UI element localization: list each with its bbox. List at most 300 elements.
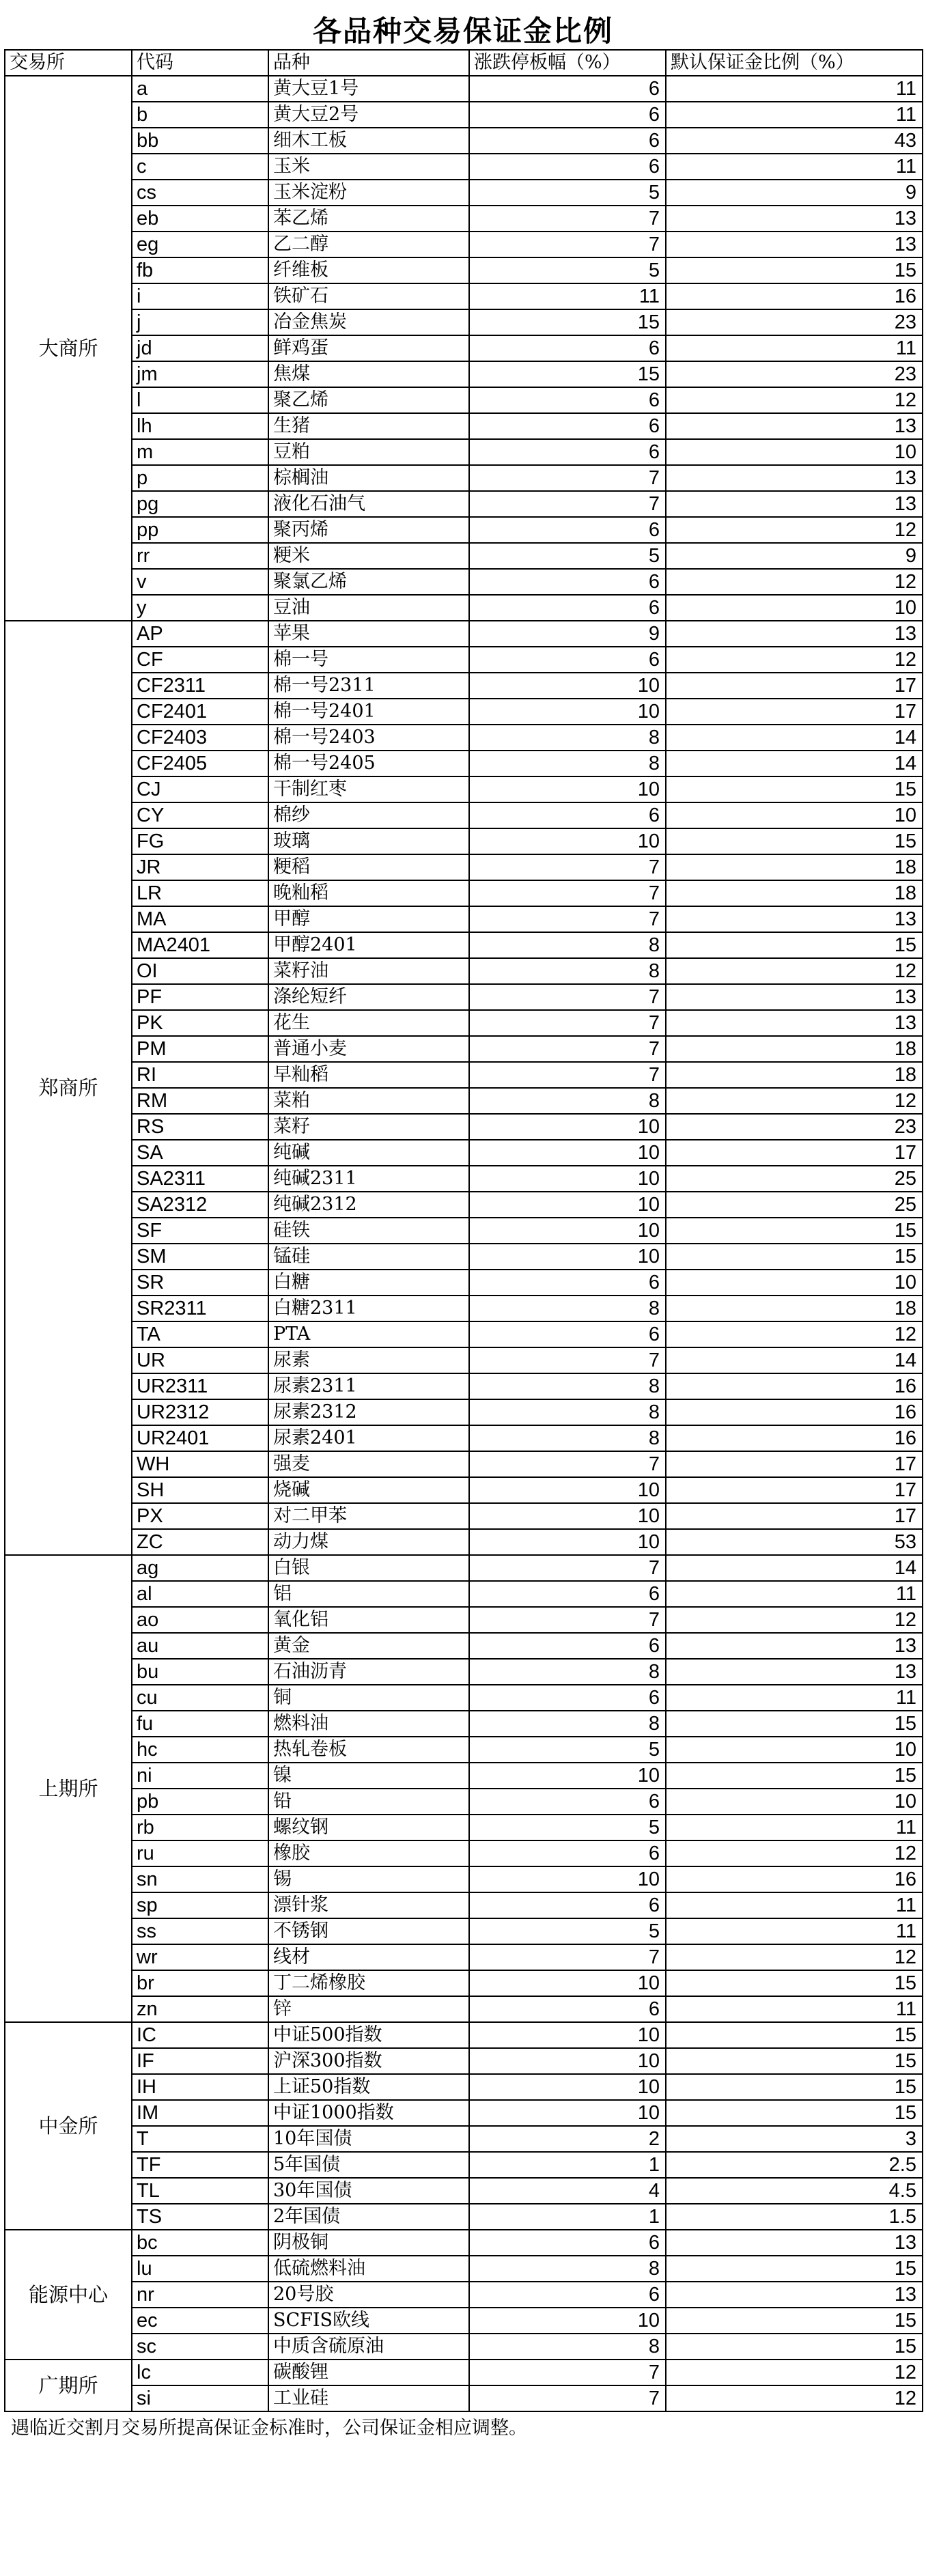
product-cell: 沪深300指数 bbox=[268, 2048, 469, 2074]
product-cell: 棉一号2311 bbox=[268, 673, 469, 699]
product-cell: 尿素 bbox=[268, 1347, 469, 1373]
margin-cell: 15 bbox=[666, 932, 923, 958]
limit-cell: 8 bbox=[469, 725, 666, 751]
product-cell: 棕榈油 bbox=[268, 465, 469, 491]
margin-cell: 11 bbox=[666, 1918, 923, 1944]
margin-cell: 4.5 bbox=[666, 2178, 923, 2204]
code-cell: p bbox=[132, 465, 268, 491]
limit-cell: 5 bbox=[469, 257, 666, 283]
code-cell: SA bbox=[132, 1140, 268, 1166]
margin-cell: 12 bbox=[666, 1944, 923, 1970]
table-row bbox=[5, 1347, 923, 1373]
code-cell: ru bbox=[132, 1840, 268, 1866]
product-cell: PTA bbox=[268, 1321, 469, 1347]
margin-cell: 12 bbox=[666, 569, 923, 595]
table-row bbox=[5, 828, 923, 854]
margin-cell: 15 bbox=[666, 1763, 923, 1789]
product-cell: 鲜鸡蛋 bbox=[268, 335, 469, 361]
limit-cell: 8 bbox=[469, 751, 666, 776]
code-cell: IF bbox=[132, 2048, 268, 2074]
header-margin: 默认保证金比例（%） bbox=[666, 50, 923, 76]
limit-cell: 6 bbox=[469, 1270, 666, 1296]
page-title: 各品种交易保证金比例 bbox=[312, 14, 613, 48]
table-row bbox=[5, 725, 923, 751]
code-cell: UR2401 bbox=[132, 1425, 268, 1451]
table-row bbox=[5, 361, 923, 387]
code-cell: jm bbox=[132, 361, 268, 387]
limit-cell: 6 bbox=[469, 1321, 666, 1347]
product-cell: 乙二醇 bbox=[268, 232, 469, 257]
table-row bbox=[5, 1918, 923, 1944]
code-cell: nr bbox=[132, 2282, 268, 2308]
margin-cell: 15 bbox=[666, 257, 923, 283]
code-cell: IM bbox=[132, 2100, 268, 2126]
code-cell: IH bbox=[132, 2074, 268, 2100]
table-row bbox=[5, 647, 923, 673]
table-row bbox=[5, 1970, 923, 1996]
limit-cell: 6 bbox=[469, 1996, 666, 2022]
limit-cell: 7 bbox=[469, 206, 666, 232]
limit-cell: 11 bbox=[469, 283, 666, 309]
table-row bbox=[5, 880, 923, 906]
code-cell: CF2401 bbox=[132, 699, 268, 725]
exchange-cell: 上期所 bbox=[5, 1555, 132, 2022]
code-cell: m bbox=[132, 439, 268, 465]
code-cell: sn bbox=[132, 1866, 268, 1892]
limit-cell: 6 bbox=[469, 2230, 666, 2256]
margin-cell: 16 bbox=[666, 1399, 923, 1425]
product-cell: 尿素2401 bbox=[268, 1425, 469, 1451]
product-cell: 液化石油气 bbox=[268, 491, 469, 517]
margin-cell: 17 bbox=[666, 673, 923, 699]
margin-cell: 9 bbox=[666, 180, 923, 206]
limit-cell: 10 bbox=[469, 2100, 666, 2126]
margin-cell: 12 bbox=[666, 2360, 923, 2385]
table-row bbox=[5, 1373, 923, 1399]
table-row bbox=[5, 1218, 923, 1244]
product-cell: 普通小麦 bbox=[268, 1036, 469, 1062]
limit-cell: 8 bbox=[469, 1659, 666, 1685]
product-cell: 尿素2312 bbox=[268, 1399, 469, 1425]
margin-cell: 10 bbox=[666, 595, 923, 621]
table-row bbox=[5, 1892, 923, 1918]
product-cell: 甲醇 bbox=[268, 906, 469, 932]
code-cell: sc bbox=[132, 2334, 268, 2360]
margin-cell: 13 bbox=[666, 2230, 923, 2256]
table-row bbox=[5, 2126, 923, 2152]
margin-cell: 1.5 bbox=[666, 2204, 923, 2230]
product-cell: 玻璃 bbox=[268, 828, 469, 854]
product-cell: 焦煤 bbox=[268, 361, 469, 387]
product-cell: 纯碱2312 bbox=[268, 1192, 469, 1218]
margin-cell: 18 bbox=[666, 1036, 923, 1062]
code-cell: jd bbox=[132, 335, 268, 361]
margin-cell: 11 bbox=[666, 76, 923, 102]
limit-cell: 6 bbox=[469, 154, 666, 180]
code-cell: CF bbox=[132, 647, 268, 673]
limit-cell: 10 bbox=[469, 1866, 666, 1892]
margin-cell: 23 bbox=[666, 309, 923, 335]
code-cell: ag bbox=[132, 1555, 268, 1581]
product-cell: 中证1000指数 bbox=[268, 2100, 469, 2126]
margin-cell: 16 bbox=[666, 283, 923, 309]
table-row bbox=[5, 180, 923, 206]
code-cell: j bbox=[132, 309, 268, 335]
product-cell: 粳稻 bbox=[268, 854, 469, 880]
table-row bbox=[5, 699, 923, 725]
table-row bbox=[5, 621, 923, 647]
code-cell: PK bbox=[132, 1010, 268, 1036]
code-cell: TF bbox=[132, 2152, 268, 2178]
code-cell: lh bbox=[132, 413, 268, 439]
table-row bbox=[5, 76, 923, 102]
limit-cell: 8 bbox=[469, 1296, 666, 1321]
limit-cell: 7 bbox=[469, 1451, 666, 1477]
code-cell: y bbox=[132, 595, 268, 621]
product-cell: 橡胶 bbox=[268, 1840, 469, 1866]
margin-cell: 12 bbox=[666, 1607, 923, 1633]
margin-cell: 11 bbox=[666, 102, 923, 128]
margin-cell: 11 bbox=[666, 1996, 923, 2022]
product-cell: 低硫燃料油 bbox=[268, 2256, 469, 2282]
margin-cell: 14 bbox=[666, 725, 923, 751]
margin-cell: 12 bbox=[666, 517, 923, 543]
code-cell: br bbox=[132, 1970, 268, 1996]
margin-cell: 10 bbox=[666, 1737, 923, 1763]
product-cell: 涤纶短纤 bbox=[268, 984, 469, 1010]
table-row bbox=[5, 1477, 923, 1503]
product-cell: 干制红枣 bbox=[268, 776, 469, 802]
table-row bbox=[5, 491, 923, 517]
table-row bbox=[5, 257, 923, 283]
code-cell: CF2403 bbox=[132, 725, 268, 751]
limit-cell: 10 bbox=[469, 1244, 666, 1270]
product-cell: 漂针浆 bbox=[268, 1892, 469, 1918]
limit-cell: 8 bbox=[469, 1399, 666, 1425]
limit-cell: 10 bbox=[469, 2048, 666, 2074]
product-cell: 锰硅 bbox=[268, 1244, 469, 1270]
limit-cell: 10 bbox=[469, 1114, 666, 1140]
limit-cell: 7 bbox=[469, 1944, 666, 1970]
table-row bbox=[5, 232, 923, 257]
product-cell: 聚氯乙烯 bbox=[268, 569, 469, 595]
margin-cell: 17 bbox=[666, 1503, 923, 1529]
table-row bbox=[5, 543, 923, 569]
product-cell: 棉纱 bbox=[268, 802, 469, 828]
code-cell: SR2311 bbox=[132, 1296, 268, 1321]
product-cell: 工业硅 bbox=[268, 2385, 469, 2411]
limit-cell: 10 bbox=[469, 1192, 666, 1218]
product-cell: 菜籽 bbox=[268, 1114, 469, 1140]
margin-cell: 15 bbox=[666, 2022, 923, 2048]
product-cell: 聚乙烯 bbox=[268, 387, 469, 413]
code-cell: MA bbox=[132, 906, 268, 932]
limit-cell: 7 bbox=[469, 880, 666, 906]
code-cell: UR2311 bbox=[132, 1373, 268, 1399]
margin-cell: 13 bbox=[666, 2282, 923, 2308]
margin-cell: 43 bbox=[666, 128, 923, 154]
margin-cell: 14 bbox=[666, 751, 923, 776]
product-cell: 黄金 bbox=[268, 1633, 469, 1659]
product-cell: 上证50指数 bbox=[268, 2074, 469, 2100]
table-row bbox=[5, 128, 923, 154]
code-cell: ec bbox=[132, 2308, 268, 2334]
table-row bbox=[5, 1529, 923, 1555]
product-cell: 苹果 bbox=[268, 621, 469, 647]
product-cell: 10年国债 bbox=[268, 2126, 469, 2152]
product-cell: 硅铁 bbox=[268, 1218, 469, 1244]
limit-cell: 6 bbox=[469, 1633, 666, 1659]
margin-cell: 13 bbox=[666, 1010, 923, 1036]
limit-cell: 10 bbox=[469, 1529, 666, 1555]
code-cell: cu bbox=[132, 1685, 268, 1711]
product-cell: 棉一号2405 bbox=[268, 751, 469, 776]
limit-cell: 6 bbox=[469, 102, 666, 128]
limit-cell: 8 bbox=[469, 2334, 666, 2360]
product-cell: 氧化铝 bbox=[268, 1607, 469, 1633]
table-row bbox=[5, 2152, 923, 2178]
table-row bbox=[5, 1737, 923, 1763]
exchange-cell: 广期所 bbox=[5, 2360, 132, 2411]
code-cell: eg bbox=[132, 232, 268, 257]
table-row bbox=[5, 1815, 923, 1840]
margin-cell: 13 bbox=[666, 206, 923, 232]
limit-cell: 8 bbox=[469, 1088, 666, 1114]
margin-cell: 2.5 bbox=[666, 2152, 923, 2178]
table-row bbox=[5, 1840, 923, 1866]
margin-cell: 13 bbox=[666, 1659, 923, 1685]
limit-cell: 6 bbox=[469, 1581, 666, 1607]
table-row bbox=[5, 1244, 923, 1270]
code-cell: bb bbox=[132, 128, 268, 154]
table-row bbox=[5, 1451, 923, 1477]
code-cell: OI bbox=[132, 958, 268, 984]
limit-cell: 6 bbox=[469, 1789, 666, 1815]
margin-cell: 11 bbox=[666, 1815, 923, 1840]
table-row bbox=[5, 854, 923, 880]
limit-cell: 15 bbox=[469, 309, 666, 335]
table-row bbox=[5, 517, 923, 543]
code-cell: PM bbox=[132, 1036, 268, 1062]
limit-cell: 6 bbox=[469, 569, 666, 595]
limit-cell: 7 bbox=[469, 232, 666, 257]
product-cell: 玉米淀粉 bbox=[268, 180, 469, 206]
exchange-cell: 大商所 bbox=[5, 76, 132, 621]
table-row bbox=[5, 1425, 923, 1451]
limit-cell: 1 bbox=[469, 2204, 666, 2230]
table-row bbox=[5, 2282, 923, 2308]
code-cell: eb bbox=[132, 206, 268, 232]
margin-cell: 13 bbox=[666, 491, 923, 517]
limit-cell: 10 bbox=[469, 1218, 666, 1244]
margin-cell: 11 bbox=[666, 335, 923, 361]
code-cell: SM bbox=[132, 1244, 268, 1270]
product-cell: 2年国债 bbox=[268, 2204, 469, 2230]
table-row bbox=[5, 1607, 923, 1633]
table-row bbox=[5, 1062, 923, 1088]
limit-cell: 8 bbox=[469, 1425, 666, 1451]
product-cell: 锌 bbox=[268, 1996, 469, 2022]
product-cell: 丁二烯橡胶 bbox=[268, 1970, 469, 1996]
margin-cell: 13 bbox=[666, 413, 923, 439]
limit-cell: 7 bbox=[469, 2360, 666, 2385]
exchange-cell: 中金所 bbox=[5, 2022, 132, 2230]
product-cell: 中证500指数 bbox=[268, 2022, 469, 2048]
margin-cell: 25 bbox=[666, 1166, 923, 1192]
product-cell: 强麦 bbox=[268, 1451, 469, 1477]
table-row bbox=[5, 1711, 923, 1737]
product-cell: 20号胶 bbox=[268, 2282, 469, 2308]
margin-cell: 17 bbox=[666, 1451, 923, 1477]
product-cell: 镍 bbox=[268, 1763, 469, 1789]
limit-cell: 6 bbox=[469, 387, 666, 413]
limit-cell: 8 bbox=[469, 1711, 666, 1737]
code-cell: RM bbox=[132, 1088, 268, 1114]
table-row bbox=[5, 802, 923, 828]
product-cell: 石油沥青 bbox=[268, 1659, 469, 1685]
code-cell: cs bbox=[132, 180, 268, 206]
code-cell: bu bbox=[132, 1659, 268, 1685]
margin-cell: 10 bbox=[666, 802, 923, 828]
table-row bbox=[5, 2022, 923, 2048]
product-cell: 不锈钢 bbox=[268, 1918, 469, 1944]
limit-cell: 6 bbox=[469, 413, 666, 439]
limit-cell: 7 bbox=[469, 906, 666, 932]
limit-cell: 5 bbox=[469, 1815, 666, 1840]
product-cell: 早籼稻 bbox=[268, 1062, 469, 1088]
product-cell: 玉米 bbox=[268, 154, 469, 180]
code-cell: pb bbox=[132, 1789, 268, 1815]
limit-cell: 7 bbox=[469, 1347, 666, 1373]
code-cell: CF2405 bbox=[132, 751, 268, 776]
table-row bbox=[5, 2385, 923, 2411]
margin-cell: 10 bbox=[666, 1789, 923, 1815]
limit-cell: 10 bbox=[469, 1477, 666, 1503]
margin-cell: 13 bbox=[666, 621, 923, 647]
limit-cell: 10 bbox=[469, 1763, 666, 1789]
product-cell: 燃料油 bbox=[268, 1711, 469, 1737]
code-cell: ni bbox=[132, 1763, 268, 1789]
product-cell: 生猪 bbox=[268, 413, 469, 439]
limit-cell: 8 bbox=[469, 932, 666, 958]
limit-cell: 7 bbox=[469, 2385, 666, 2411]
margin-cell: 16 bbox=[666, 1425, 923, 1451]
code-cell: fb bbox=[132, 257, 268, 283]
table-row bbox=[5, 387, 923, 413]
margin-cell: 9 bbox=[666, 543, 923, 569]
table-row bbox=[5, 2308, 923, 2334]
margin-cell: 14 bbox=[666, 1347, 923, 1373]
product-cell: 动力煤 bbox=[268, 1529, 469, 1555]
margin-cell: 15 bbox=[666, 776, 923, 802]
limit-cell: 10 bbox=[469, 1140, 666, 1166]
product-cell: 苯乙烯 bbox=[268, 206, 469, 232]
limit-cell: 6 bbox=[469, 595, 666, 621]
margin-cell: 15 bbox=[666, 1711, 923, 1737]
limit-cell: 10 bbox=[469, 2074, 666, 2100]
limit-cell: 7 bbox=[469, 854, 666, 880]
product-cell: 豆粕 bbox=[268, 439, 469, 465]
product-cell: 黄大豆2号 bbox=[268, 102, 469, 128]
limit-cell: 6 bbox=[469, 1892, 666, 1918]
margin-cell: 3 bbox=[666, 2126, 923, 2152]
margin-cell: 15 bbox=[666, 1244, 923, 1270]
product-cell: 豆油 bbox=[268, 595, 469, 621]
table-row bbox=[5, 2256, 923, 2282]
margin-cell: 15 bbox=[666, 2256, 923, 2282]
limit-cell: 6 bbox=[469, 76, 666, 102]
margin-cell: 15 bbox=[666, 828, 923, 854]
margin-cell: 23 bbox=[666, 361, 923, 387]
margin-cell: 12 bbox=[666, 1840, 923, 1866]
table-row bbox=[5, 2178, 923, 2204]
limit-cell: 10 bbox=[469, 1503, 666, 1529]
table-row bbox=[5, 673, 923, 699]
code-cell: JR bbox=[132, 854, 268, 880]
table-row bbox=[5, 906, 923, 932]
table-row bbox=[5, 958, 923, 984]
exchange-cell: 郑商所 bbox=[5, 621, 132, 1555]
table-row bbox=[5, 984, 923, 1010]
table-row bbox=[5, 2360, 923, 2385]
code-cell: si bbox=[132, 2385, 268, 2411]
margin-cell: 12 bbox=[666, 1088, 923, 1114]
code-cell: a bbox=[132, 76, 268, 102]
table-row bbox=[5, 1088, 923, 1114]
table-row bbox=[5, 1166, 923, 1192]
code-cell: rb bbox=[132, 1815, 268, 1840]
product-cell: 中质含硫原油 bbox=[268, 2334, 469, 2360]
product-cell: 聚丙烯 bbox=[268, 517, 469, 543]
header-code: 代码 bbox=[132, 50, 268, 76]
margin-cell: 15 bbox=[666, 2334, 923, 2360]
product-cell: 菜粕 bbox=[268, 1088, 469, 1114]
product-cell: 白糖 bbox=[268, 1270, 469, 1296]
product-cell: 白糖2311 bbox=[268, 1296, 469, 1321]
table-row bbox=[5, 283, 923, 309]
product-cell: 棉一号2401 bbox=[268, 699, 469, 725]
table-row bbox=[5, 2074, 923, 2100]
margin-cell: 53 bbox=[666, 1529, 923, 1555]
margin-cell: 12 bbox=[666, 2385, 923, 2411]
margin-cell: 13 bbox=[666, 906, 923, 932]
table-row bbox=[5, 1296, 923, 1321]
code-cell: rr bbox=[132, 543, 268, 569]
margin-cell: 18 bbox=[666, 880, 923, 906]
code-cell: ZC bbox=[132, 1529, 268, 1555]
code-cell: b bbox=[132, 102, 268, 128]
table-row bbox=[5, 1140, 923, 1166]
limit-cell: 4 bbox=[469, 2178, 666, 2204]
product-cell: 铅 bbox=[268, 1789, 469, 1815]
product-cell: SCFIS欧线 bbox=[268, 2308, 469, 2334]
limit-cell: 7 bbox=[469, 1062, 666, 1088]
margin-cell: 13 bbox=[666, 232, 923, 257]
margin-sheet bbox=[4, 10, 922, 2439]
limit-cell: 6 bbox=[469, 802, 666, 828]
limit-cell: 6 bbox=[469, 1685, 666, 1711]
code-cell: SF bbox=[132, 1218, 268, 1244]
limit-cell: 15 bbox=[469, 361, 666, 387]
margin-cell: 13 bbox=[666, 465, 923, 491]
table-row bbox=[5, 413, 923, 439]
table-row bbox=[5, 439, 923, 465]
product-cell: 螺纹钢 bbox=[268, 1815, 469, 1840]
margin-cell: 16 bbox=[666, 1866, 923, 1892]
product-cell: 粳米 bbox=[268, 543, 469, 569]
limit-cell: 7 bbox=[469, 1010, 666, 1036]
header-row bbox=[5, 50, 923, 76]
